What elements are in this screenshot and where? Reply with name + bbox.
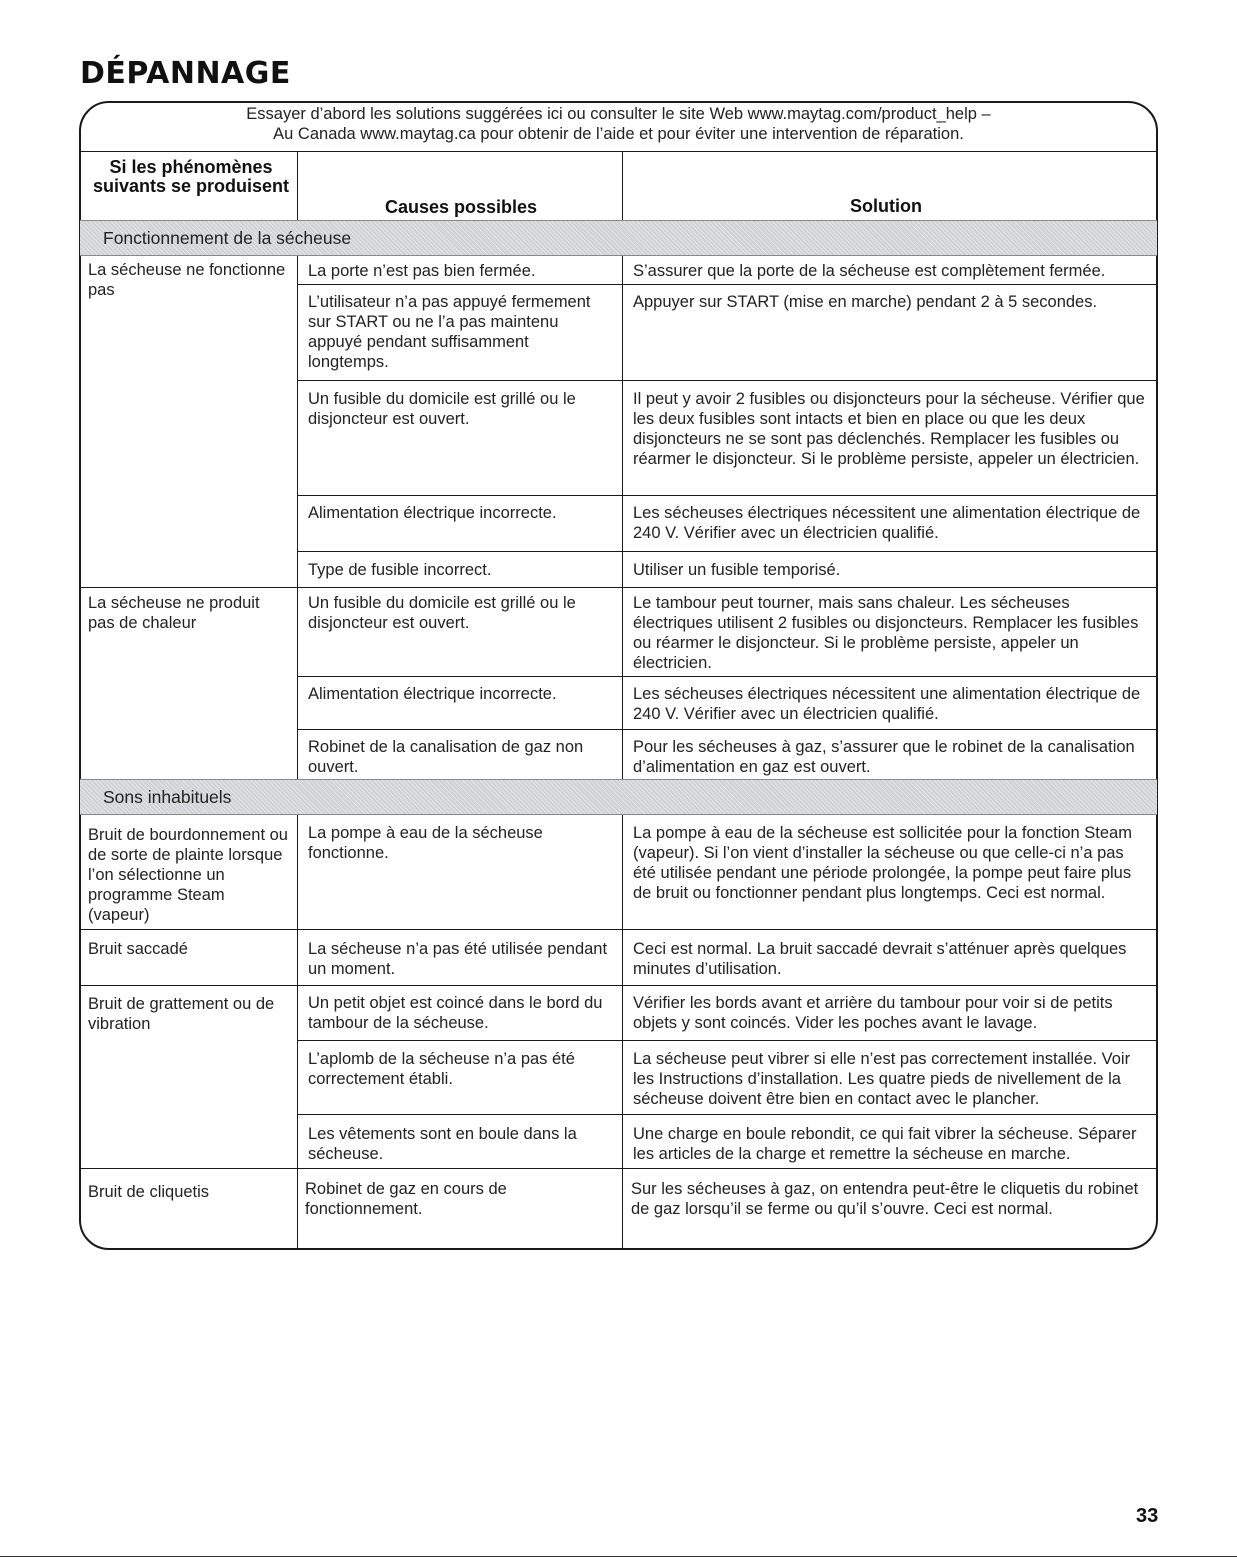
column-divider-1 <box>297 151 298 1248</box>
problem-cell: La sécheuse ne produit pas de chaleur <box>88 594 260 632</box>
cause-cell: Robinet de la canalisation de gaz non ouvert. <box>308 738 584 776</box>
problem-cell: Bruit de bourdonnement ou de sorte de plainte lorsque l’on sélectionne un programme Steam (vapeur) <box>88 826 288 924</box>
solution-cell: Les sécheuses électriques nécessitent une alimentation électrique de 240 V. Vérifier avec un électricien qualifié. <box>633 685 1141 723</box>
solution-cell: Ceci est normal. La bruit saccadé devrait s’atténuer après quelques minutes d’utilisation. <box>633 940 1127 978</box>
section-band-noises <box>80 779 1157 815</box>
cause-cell: Type de fusible incorrect. <box>308 561 492 579</box>
solution-cell: Les sécheuses électriques nécessitent une alimentation électrique de 240 V. Vérifier avec un électricien qualifié. <box>633 504 1141 542</box>
cause-cell: Les vêtements sont en boule dans la sécheuse. <box>308 1125 577 1163</box>
row-divider <box>298 551 1157 552</box>
solution-cell: La sécheuse peut vibrer si elle n’est pas correctement installée. Voir les Instructions d’installation. Les quatre pieds de nivellement de la sécheuse doivent être bien en contact avec le plancher. <box>633 1050 1131 1108</box>
column-header-causes: Causes possibles <box>384 197 538 217</box>
cause-cell: La sécheuse n’a pas été utilisée pendant un moment. <box>308 940 608 978</box>
section-label: Sons inhabituels <box>103 787 232 807</box>
section-band-operation <box>80 220 1157 256</box>
problem-cell: La sécheuse ne fonctionne pas <box>88 261 286 299</box>
column-header-problem: Si les phénomènes suivants se produisent <box>92 157 290 196</box>
row-divider <box>298 284 1157 285</box>
intro-text <box>90 104 1147 144</box>
group-divider <box>80 985 1157 986</box>
section-label: Fonctionnement de la sécheuse <box>103 228 352 248</box>
row-divider <box>298 1040 1157 1041</box>
cause-cell: Alimentation électrique incorrecte. <box>308 504 557 522</box>
problem-cell: Bruit saccadé <box>88 940 188 958</box>
page-bottom-rule <box>0 1556 1237 1557</box>
group-divider <box>80 929 1157 930</box>
problem-cell: Bruit de grattement ou de vibration <box>88 995 275 1033</box>
solution-cell: Pour les sécheuses à gaz, s’assurer que le robinet de la canalisation d’alimentation en gaz est ouvert. <box>633 738 1135 776</box>
cause-cell: Alimentation électrique incorrecte. <box>308 685 557 703</box>
solution-cell: Appuyer sur START (mise en marche) pendant 2 à 5 secondes. <box>633 293 1098 311</box>
cause-cell: Robinet de gaz en cours de fonctionnement. <box>305 1180 507 1218</box>
cause-cell: Un fusible du domicile est grillé ou le disjoncteur est ouvert. <box>308 594 576 632</box>
group-divider <box>80 1168 1157 1169</box>
page-number: 33 <box>1136 1505 1159 1527</box>
row-divider <box>298 676 1157 677</box>
cause-cell: Un fusible du domicile est grillé ou le disjoncteur est ouvert. <box>308 390 576 428</box>
solution-cell: La pompe à eau de la sécheuse est sollicitée pour la fonction Steam (vapeur). Si l’on vient d’installer la sécheuse ou que celle-ci n’a pas été utilisée pendant une période prolongée, la pompe peut faire plus de bruit ou fonctionner pendant plus longtemps. Ceci est normal. <box>633 824 1132 902</box>
column-header-solution: Solution <box>850 196 922 216</box>
cause-cell: La porte n’est pas bien fermée. <box>308 262 536 280</box>
row-divider <box>298 1114 1157 1115</box>
cause-cell: L’aplomb de la sécheuse n’a pas été correctement établi. <box>308 1050 575 1088</box>
solution-cell: Sur les sécheuses à gaz, on entendra peut-être le cliquetis du robinet de gaz lorsqu’il se ferme ou qu’il s’ouvre. Ceci est normal. <box>631 1180 1139 1218</box>
row-divider <box>298 380 1157 381</box>
problem-cell: Bruit de cliquetis <box>88 1183 210 1201</box>
solution-cell: Il peut y avoir 2 fusibles ou disjoncteurs pour la sécheuse. Vérifier que les deux fusibles sont intacts et bien en place ou que les deux disjoncteurs ne se sont pas déclenchés. Remplacer les fusibles ou réarmer le disjoncteur. Si le problème persiste, appeler un électricien. <box>633 390 1145 468</box>
solution-cell: Une charge en boule rebondit, ce qui fait vibrer la sécheuse. Séparer les articles de la charge et remettre la sécheuse en marche. <box>633 1125 1137 1163</box>
cause-cell: L’utilisateur n’a pas appuyé fermement sur START ou ne l’a pas maintenu appuyé pendant suffisamment longtemps. <box>308 293 591 371</box>
intro-divider <box>80 151 1157 152</box>
column-divider-2 <box>622 151 623 1248</box>
solution-cell: Utiliser un fusible temporisé. <box>633 561 841 579</box>
solution-cell: Le tambour peut tourner, mais sans chaleur. Les sécheuses électriques utilisent 2 fusibles ou disjoncteurs. Remplacer les fusibles ou réarmer le disjoncteur. Si le problème persiste, appeler un électricien. <box>633 594 1139 672</box>
cause-cell: La pompe à eau de la sécheuse fonctionne. <box>308 824 543 862</box>
row-divider <box>298 729 1157 730</box>
intro-line-2: Au Canada www.maytag.ca pour obtenir de l’aide et pour éviter une intervention de réparation. <box>273 125 964 143</box>
solution-cell: S’assurer que la porte de la sécheuse est complètement fermée. <box>633 262 1106 280</box>
page-title: DÉPANNAGE <box>80 56 291 91</box>
row-divider <box>298 495 1157 496</box>
cause-cell: Un petit objet est coincé dans le bord du tambour de la sécheuse. <box>308 994 603 1032</box>
solution-cell: Vérifier les bords avant et arrière du tambour pour voir si de petits objets y sont coincés. Vider les poches avant le lavage. <box>633 994 1113 1032</box>
group-divider <box>80 587 1157 588</box>
intro-line-1: Essayer d’abord les solutions suggérées ici ou consulter le site Web www.maytag.com/product_help – <box>246 105 991 123</box>
